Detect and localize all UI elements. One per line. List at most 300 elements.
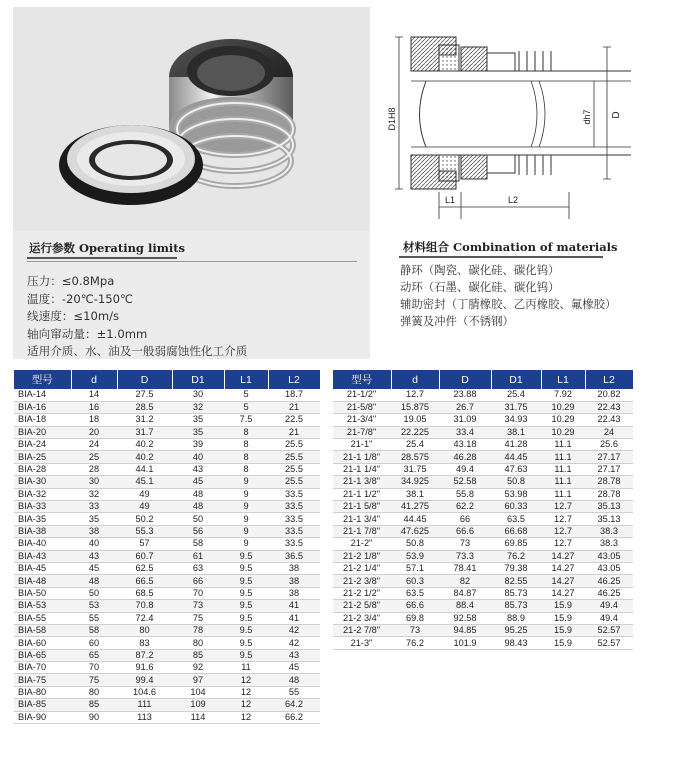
cell-L1: 12 [224,711,268,723]
cell-model: 21-3/4" [333,414,391,426]
table-row [14,451,320,463]
cell-D: 23.88 [439,389,491,401]
cell-D: 57 [117,538,172,550]
cell-D1: 78 [172,624,224,636]
cell-D1: 85.73 [491,600,541,612]
cell-D1: 97 [172,674,224,686]
cell-D1: 41.28 [491,439,541,451]
dim-label-d1h8: D1H8 [387,107,397,131]
cell-model: 21-2 1/2" [333,587,391,599]
cell-L2: 49.4 [585,600,633,612]
cell-L1: 9.5 [224,637,268,649]
cell-d: 32 [71,488,117,500]
cell-model: BIA-55 [14,612,71,624]
table-row [14,538,320,550]
cell-L2: 18.7 [268,389,320,401]
cell-D1: 47.63 [491,463,541,475]
material-spring: 弹簧及冲件（不锈钢） [400,314,514,328]
cell-L1: 9 [224,488,268,500]
table-row [333,575,633,587]
cell-D1: 88.9 [491,612,541,624]
table-row [333,612,633,624]
cell-model: 21-1 7/8" [333,525,391,537]
table-row [333,439,633,451]
cell-D: 111 [117,699,172,711]
cell-D1: 32 [172,401,224,413]
cell-L2: 27.17 [585,451,633,463]
cell-L2: 43 [268,649,320,661]
cell-L1: 12.7 [541,513,585,525]
header-L1: L1 [224,370,268,389]
cell-D1: 38.1 [491,426,541,438]
cell-model: 21-1 1/2" [333,488,391,500]
cell-D: 68.5 [117,587,172,599]
table-row [333,600,633,612]
cell-L1: 7.5 [224,414,268,426]
table-row [14,612,320,624]
cell-D: 66.6 [439,525,491,537]
table-row [333,637,633,649]
cell-D: 62.2 [439,501,491,513]
cell-D: 73.3 [439,550,491,562]
product-panel [13,7,370,359]
cell-D: 55.8 [439,488,491,500]
cell-D1: 63.5 [491,513,541,525]
cell-d: 73 [391,624,439,636]
cell-D: 55.3 [117,525,172,537]
cell-D: 52.58 [439,476,491,488]
cell-D: 70.8 [117,600,172,612]
table-row [14,637,320,649]
cell-D: 72.4 [117,612,172,624]
cell-L1: 12.7 [541,501,585,513]
cell-model: BIA-60 [14,637,71,649]
cell-d: 30 [71,476,117,488]
cell-d: 65 [71,649,117,661]
cell-L1: 8 [224,463,268,475]
table-row [14,439,320,451]
cell-L2: 43.05 [585,550,633,562]
cell-D: 73 [439,538,491,550]
cell-D: 66.5 [117,575,172,587]
cell-L2: 48 [268,674,320,686]
cell-model: BIA-18 [14,414,71,426]
cell-L2: 35.13 [585,501,633,513]
cell-D1: 30 [172,389,224,401]
cell-D1: 85.73 [491,587,541,599]
cell-d: 34.925 [391,476,439,488]
cell-d: 66.6 [391,600,439,612]
cell-model: BIA-45 [14,562,71,574]
cell-L1: 12 [224,674,268,686]
cell-D: 84.87 [439,587,491,599]
table-header-row [14,370,320,389]
cell-L2: 22.43 [585,414,633,426]
cell-d: 45 [71,562,117,574]
table-row [333,463,633,475]
cell-L2: 25.5 [268,451,320,463]
cell-L1: 11.1 [541,463,585,475]
cell-model: BIA-28 [14,463,71,475]
cell-model: BIA-14 [14,389,71,401]
cell-L2: 33.5 [268,538,320,550]
table-row [333,476,633,488]
param-axial-movement: 轴向窜动量：±1.0mm [27,326,148,341]
cell-model: BIA-32 [14,488,71,500]
cell-d: 53 [71,600,117,612]
cell-D1: 82.55 [491,575,541,587]
cell-d: 18 [71,414,117,426]
header-model: 型号 [14,370,71,389]
cell-d: 24 [71,439,117,451]
cell-model: BIA-80 [14,686,71,698]
table-row [333,414,633,426]
mechanical-seal-illustration [13,7,370,231]
table-row [14,389,320,401]
table-row [14,649,320,661]
cell-d: 60.3 [391,575,439,587]
cell-L1: 9 [224,525,268,537]
table-row [14,525,320,537]
cell-D: 92.58 [439,612,491,624]
header-model: 型号 [333,370,391,389]
cell-D1: 31.75 [491,401,541,413]
cell-d: 28 [71,463,117,475]
cell-D: 28.5 [117,401,172,413]
cell-model: BIA-20 [14,426,71,438]
cell-model: 21-7/8" [333,426,391,438]
cell-d: 19.05 [391,414,439,426]
table-row [333,389,633,401]
cell-L1: 9 [224,501,268,513]
cell-D: 45.1 [117,476,172,488]
cell-D1: 104 [172,686,224,698]
cell-model: 21-1 5/8" [333,501,391,513]
product-photo [13,7,370,231]
cell-L2: 66.2 [268,711,320,723]
table-row [14,414,320,426]
cell-D: 31.2 [117,414,172,426]
table-row [14,587,320,599]
cell-D1: 50.8 [491,476,541,488]
cell-L1: 9.5 [224,649,268,661]
table-row [14,488,320,500]
cell-d: 48 [71,575,117,587]
cell-D: 31.09 [439,414,491,426]
cell-D1: 92 [172,662,224,674]
cell-D1: 73 [172,600,224,612]
cell-L1: 11.1 [541,488,585,500]
cell-model: BIA-50 [14,587,71,599]
dim-label-l2: L2 [507,195,519,205]
cell-L2: 33.5 [268,488,320,500]
cell-D1: 109 [172,699,224,711]
header-D: D [439,370,491,389]
cell-L2: 41 [268,612,320,624]
cell-D: 46.28 [439,451,491,463]
cell-L2: 46.25 [585,587,633,599]
table-row [14,600,320,612]
table-row [14,575,320,587]
cell-L2: 28.78 [585,476,633,488]
cell-model: BIA-43 [14,550,71,562]
cell-d: 47.625 [391,525,439,537]
cell-L1: 14.27 [541,587,585,599]
table-row [14,674,320,686]
cell-d: 28.575 [391,451,439,463]
cell-model: 21-1" [333,439,391,451]
cell-d: 12.7 [391,389,439,401]
spec-table-inch [333,370,634,650]
cell-model: BIA-16 [14,401,71,413]
cell-d: 75 [71,674,117,686]
cell-L2: 28.78 [585,488,633,500]
cell-model: BIA-75 [14,674,71,686]
materials-title-underline [399,256,603,258]
cell-L2: 45 [268,662,320,674]
table-row [14,463,320,475]
cell-model: 21-2 7/8" [333,624,391,636]
material-rotating-ring: 动环（石墨、碳化硅、碳化钨） [400,280,560,294]
table-row [14,401,320,413]
table-header-row [333,370,633,389]
cell-d: 76.2 [391,637,439,649]
cell-D: 104.6 [117,686,172,698]
cell-d: 41.275 [391,501,439,513]
table-row [333,538,633,550]
cell-D: 62.5 [117,562,172,574]
cell-d: 35 [71,513,117,525]
cell-model: BIA-30 [14,476,71,488]
cell-L2: 42 [268,624,320,636]
cell-model: BIA-24 [14,439,71,451]
cell-D: 33.4 [439,426,491,438]
table-row [14,513,320,525]
table-row [333,426,633,438]
cell-model: BIA-70 [14,662,71,674]
cell-L1: 7.92 [541,389,585,401]
param-pressure: 压力：≤0.8Mpa [27,274,115,288]
cell-model: BIA-58 [14,624,71,636]
cell-D1: 61 [172,550,224,562]
cell-d: 50 [71,587,117,599]
cell-d: 38.1 [391,488,439,500]
cell-D: 101.9 [439,637,491,649]
cell-L2: 42 [268,637,320,649]
cell-d: 44.45 [391,513,439,525]
cell-D1: 43 [172,463,224,475]
cell-model: 21-2 3/4" [333,612,391,624]
cell-L1: 10.29 [541,426,585,438]
cell-d: 20 [71,426,117,438]
cell-L1: 9 [224,513,268,525]
cell-D: 66 [439,513,491,525]
header-D: D [117,370,172,389]
cell-model: 21-2" [333,538,391,550]
cell-d: 57.1 [391,562,439,574]
cell-L1: 10.29 [541,401,585,413]
materials-list [400,262,616,330]
table-row [14,476,320,488]
cell-D: 49 [117,488,172,500]
cell-L1: 15.9 [541,637,585,649]
cell-L1: 14.27 [541,575,585,587]
cell-D1: 58 [172,538,224,550]
table-row [14,426,320,438]
cell-L1: 9 [224,476,268,488]
cell-L2: 27.17 [585,463,633,475]
cell-D1: 35 [172,426,224,438]
param-speed: 线速度：≤10m/s [27,309,120,323]
cell-L2: 55 [268,686,320,698]
cell-L2: 38 [268,587,320,599]
cell-model: 21-2 1/4" [333,562,391,574]
cell-D1: 48 [172,501,224,513]
table-row [333,488,633,500]
cell-L2: 25.5 [268,463,320,475]
dim-label-D: D [611,111,622,119]
cell-L1: 12.7 [541,525,585,537]
cell-L1: 12.7 [541,538,585,550]
cell-D: 88.4 [439,600,491,612]
table-row [333,501,633,513]
cell-L2: 25.5 [268,476,320,488]
table-row [333,401,633,413]
cell-L2: 64.2 [268,699,320,711]
cell-L1: 9.5 [224,550,268,562]
cell-D: 44.1 [117,463,172,475]
cell-D1: 35 [172,414,224,426]
cell-D: 27.5 [117,389,172,401]
cell-d: 22.225 [391,426,439,438]
cell-L2: 25.5 [268,439,320,451]
cell-D1: 48 [172,488,224,500]
cell-model: BIA-53 [14,600,71,612]
cell-L2: 36.5 [268,550,320,562]
cell-L1: 9 [224,538,268,550]
cell-model: BIA-40 [14,538,71,550]
cell-L1: 14.27 [541,550,585,562]
dim-label-dh7: dh7 [582,109,592,125]
cell-d: 85 [71,699,117,711]
table-row [333,451,633,463]
cell-L2: 38 [268,575,320,587]
cell-model: 21-1 3/8" [333,476,391,488]
cell-D: 99.4 [117,674,172,686]
cell-D1: 85 [172,649,224,661]
cell-D: 49 [117,501,172,513]
cell-D1: 70 [172,587,224,599]
cell-L2: 49.4 [585,612,633,624]
table-row [14,562,320,574]
cell-D: 50.2 [117,513,172,525]
cell-D1: 56 [172,525,224,537]
cell-model: BIA-38 [14,525,71,537]
cell-L1: 9.5 [224,575,268,587]
cell-d: 25 [71,451,117,463]
header-D1: D1 [491,370,541,389]
cell-model: BIA-35 [14,513,71,525]
cell-L2: 33.5 [268,525,320,537]
table-row [333,550,633,562]
cell-model: BIA-90 [14,711,71,723]
cell-L1: 11.1 [541,439,585,451]
cell-L1: 15.9 [541,600,585,612]
operating-parameters [27,273,247,361]
cell-d: 16 [71,401,117,413]
cell-d: 25.4 [391,439,439,451]
cell-D1: 66.68 [491,525,541,537]
cell-L2: 52.57 [585,624,633,636]
header-d: d [391,370,439,389]
cell-L2: 38.3 [585,538,633,550]
table-row [333,525,633,537]
cell-L1: 5 [224,389,268,401]
cell-L2: 22.43 [585,401,633,413]
cell-D: 94.85 [439,624,491,636]
header-D1: D1 [172,370,224,389]
cell-L1: 14.27 [541,562,585,574]
cell-d: 90 [71,711,117,723]
header-L2: L2 [268,370,320,389]
cell-L2: 41 [268,600,320,612]
cell-D1: 50 [172,513,224,525]
cell-D1: 75 [172,612,224,624]
cell-d: 60 [71,637,117,649]
seal-cross-section-diagram [381,7,631,227]
cell-d: 55 [71,612,117,624]
divider [27,261,357,262]
cell-model: BIA-65 [14,649,71,661]
operating-limits-title: 运行参数 Operating limits [29,241,186,255]
cell-d: 63.5 [391,587,439,599]
cell-D1: 39 [172,439,224,451]
cell-d: 50.8 [391,538,439,550]
header-d: d [71,370,117,389]
cell-L1: 11.1 [541,451,585,463]
cell-d: 53.9 [391,550,439,562]
table-row [333,562,633,574]
cell-D: 91.6 [117,662,172,674]
cell-D: 40.2 [117,451,172,463]
cell-D1: 114 [172,711,224,723]
cell-L1: 9.5 [224,624,268,636]
cell-model: 21-2 5/8" [333,600,391,612]
cell-L2: 46.25 [585,575,633,587]
cell-L1: 15.9 [541,624,585,636]
materials-title: 材料组合 Combination of materials [403,240,618,254]
table-row [14,711,320,723]
cell-L1: 12 [224,686,268,698]
cell-D1: 40 [172,451,224,463]
cell-L2: 43.05 [585,562,633,574]
table-row [333,624,633,636]
cell-L2: 22.5 [268,414,320,426]
cell-D: 78.41 [439,562,491,574]
table-row [14,699,320,711]
cell-D: 31.7 [117,426,172,438]
cell-model: 21-5/8" [333,401,391,413]
cell-D: 80 [117,624,172,636]
cell-D1: 95.25 [491,624,541,636]
cell-L1: 9.5 [224,612,268,624]
cell-L1: 8 [224,439,268,451]
cell-D1: 98.43 [491,637,541,649]
cell-D1: 63 [172,562,224,574]
cell-D1: 69.85 [491,538,541,550]
cell-L2: 21 [268,401,320,413]
cell-d: 40 [71,538,117,550]
